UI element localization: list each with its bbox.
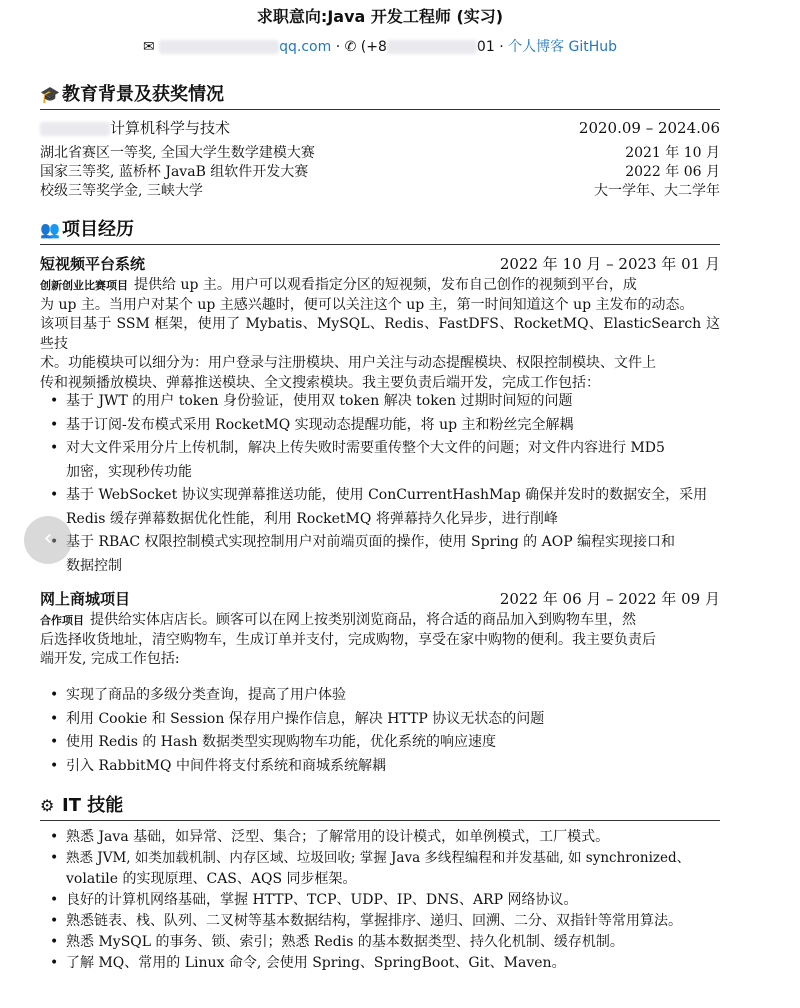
list-item: • 使用 Redis 的 Hash 数据类型实现购物车功能，优化系统的响应速度 [48,731,720,755]
project-tag: 创新创业比赛项目 [40,279,128,292]
project-tag: 合作项目 [40,614,84,627]
blog-link[interactable]: 个人博客 [508,39,565,55]
list-item: • 引入 RabbitMQ 中间件将支付系统和商城系统解耦 [48,755,720,779]
project-bullets [48,684,720,778]
contact-line [0,36,760,56]
award-row: 湖北省赛区一等奖, 全国大学生数学建模大赛 2021 年 10 月 [40,145,720,161]
email-link[interactable]: qq.com [279,39,332,55]
separator: · [499,39,504,55]
list-item: • 熟悉 MySQL 的事务、锁、索引；熟悉 Redis 的基本数据类型、持久化机制、缓存机制。 [48,932,720,953]
chevron-left-icon: ‹ [43,526,53,551]
major: 计算机科学与技术 [110,119,231,137]
phone-redacted [387,40,477,54]
separator: · [335,39,341,55]
major-period: 2020.09 – 2024.06 [578,119,720,137]
list-item: • 基于 WebSocket 协议实现弹幕推送功能，使用 ConCurrentHashMap 确保并发时的数据安全，采用 Redis 缓存弹幕数据优化性能，利用 RocketMQ 将弹幕持久化异步，进行削峰 [48,484,720,531]
award-row: 国家三等奖, 蓝桥杯 JavaB 组软件开发大赛 2022 年 06 月 [40,164,720,180]
project-title-row: 短视频平台系统 2022 年 10 月 – 2023 年 01 月 [40,255,720,273]
education-heading: 🎓 教育背景及获奖情况 [40,80,720,110]
previous-page-button[interactable] [24,516,72,564]
list-item: • 基于订阅-发布模式采用 RocketMQ 实现动态提醒功能，将 up 主和粉丝完全解耦 [48,414,720,438]
award-row: 校级三等奖学金, 三峡大学 大一学年、大二学年 [40,183,720,199]
skills-list [48,827,720,974]
school-redacted [40,122,110,136]
phone-icon: ✆ [344,39,357,55]
project-bullets [48,390,720,578]
resume-title: 求职意向:Java 开发工程师 (实习) [256,7,504,26]
list-item: • 熟悉 JVM, 如类加载机制、内存区域、垃圾回收; 掌握 Java 多线程编程和并发基础, 如 synchronized、 volatile 的实现原理、CAS、AQS 同步框架。 [48,848,720,890]
list-item: • 良好的计算机网络基础，掌握 HTTP、TCP、UDP、IP、DNS、ARP 网络协议。 [48,890,720,911]
list-item: • 基于 JWT 的用户 token 身份验证，使用双 token 解决 token 过期时间短的问题 [48,390,720,414]
list-item: • 实现了商品的多级分类查询，提高了用户体验 [48,684,720,708]
list-item: • 基于 RBAC 权限控制模式实现控制用户对前端页面的操作，使用 Spring 的 AOP 编程实现接口和 数据控制 [48,531,720,578]
skills-heading: ⚙ IT 技能 [40,791,720,821]
github-link[interactable]: GitHub [568,39,618,55]
list-item: • 了解 MQ、常用的 Linux 命令, 会使用 Spring、SpringBoot、Git、Maven。 [48,953,720,974]
project-description: 创新创业比赛项目 提供给 up 主。用户可以观看指定分区的短视频，发布自己创作的视频到平台，成 为 up 主。当用户对某个 up 主感兴趣时，便可以关注这个 up 主，第一时间知道这个 up 主发布的动态。 该项目基于 SSM 框架，使用了 Mybatis、MySQL、Redis、FastDFS、RocketMQ、ElasticSearch 这些技 术。功能模块可以细分为：用户登录与注册模块、用户关注与动态提醒模块、权限控制模块、文件上 传和视频播放模块、弹幕推送模块、全文搜索模块。我主要负责后端开发，完成工作包括： [40,277,720,391]
list-item: • 利用 Cookie 和 Session 保存用户操作信息，解决 HTTP 协议无状态的问题 [48,708,720,732]
list-item: • 对大文件采用分片上传机制，解决上传失败时需要重传整个大文件的问题；对文件内容进行 MD5 加密，实现秒传功能 [48,437,720,484]
list-item: • 熟悉 Java 基础，如异常、泛型、集合；了解常用的设计模式，如单例模式，工厂模式。 [48,827,720,848]
list-item: • 熟悉链表、栈、队列、二叉树等基本数据结构，掌握排序、递归、回溯、二分、双指针等常用算法。 [48,911,720,932]
phone-suffix: 01 [476,39,495,55]
email-redacted [159,40,279,54]
projects-heading: 👥 项目经历 [40,215,720,245]
gears-icon: ⚙ [40,796,55,815]
envelope-icon: ✉ [142,39,155,55]
phone-prefix: (+8 [360,39,387,55]
project-description: 合作项目 提供给实体店店长。顾客可以在网上按类别浏览商品，将合适的商品加入到购物车里，然 后选择收货地址，清空购物车，生成订单并支付，完成购物，享受在家中购物的便利。我主要负责后 端开发, 完成工作包括: [40,612,656,667]
users-icon: 👥 [40,220,60,239]
education-major-row [40,119,720,137]
project-title-row: 网上商城项目 2022 年 06 月 – 2022 年 09 月 [40,590,720,608]
graduation-cap-icon: 🎓 [40,85,60,104]
